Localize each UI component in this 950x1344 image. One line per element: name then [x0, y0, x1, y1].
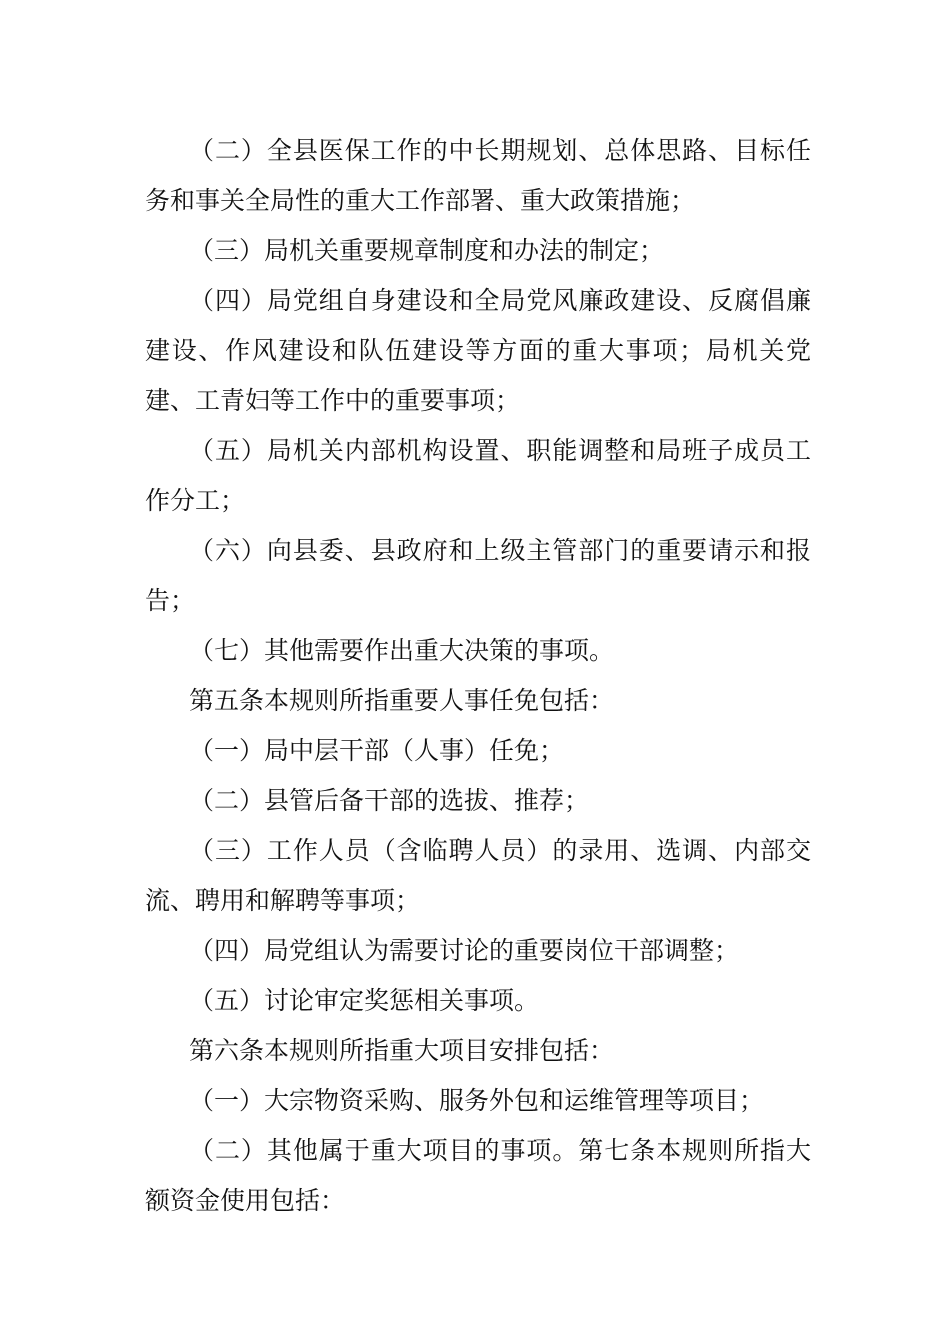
- paragraph-a5-item-3: （三）工作人员（含临聘人员）的录用、选调、内部交流、聘用和解聘等事项；: [145, 836, 811, 915]
- paragraph-item-3-rules: （三）局机关重要规章制度和办法的制定；: [189, 236, 665, 265]
- paragraph-a5-item-4: （四）局党组认为需要讨论的重要岗位干部调整；: [189, 936, 740, 965]
- document-body: [145, 126, 811, 1226]
- paragraph-item-7-other-decisions: （七）其他需要作出重大决策的事项。: [189, 636, 615, 665]
- paragraph-a5-item-2: （二）县管后备干部的选拔、推荐；: [189, 786, 590, 815]
- paragraph-a5-item-5: （五）讨论审定奖惩相关事项。: [189, 986, 540, 1015]
- article-5-heading: 第五条本规则所指重要人事任免包括：: [189, 686, 615, 715]
- paragraph-item-6-reports: （六）向县委、县政府和上级主管部门的重要请示和报告；: [145, 536, 811, 615]
- paragraph-item-5-organization: （五）局机关内部机构设置、职能调整和局班子成员工作分工；: [145, 436, 811, 515]
- paragraph-a5-item-1: （一）局中层干部（人事）任免；: [189, 736, 565, 765]
- article-6-heading: 第六条本规则所指重大项目安排包括：: [189, 1036, 615, 1065]
- paragraph-item-4-party-building: （四）局党组自身建设和全局党风廉政建设、反腐倡廉建设、作风建设和队伍建设等方面的重大事项；局机关党建、工青妇等工作中的重要事项；: [145, 286, 811, 415]
- paragraph-a6-item-2: （二）其他属于重大项目的事项。第七条本规则所指大额资金使用包括：: [145, 1136, 811, 1215]
- paragraph-a6-item-1: （一）大宗物资采购、服务外包和运维管理等项目；: [189, 1086, 765, 1115]
- paragraph-item-2-planning: （二）全县医保工作的中长期规划、总体思路、目标任务和事关全局性的重大工作部署、重大政策措施；: [145, 136, 811, 215]
